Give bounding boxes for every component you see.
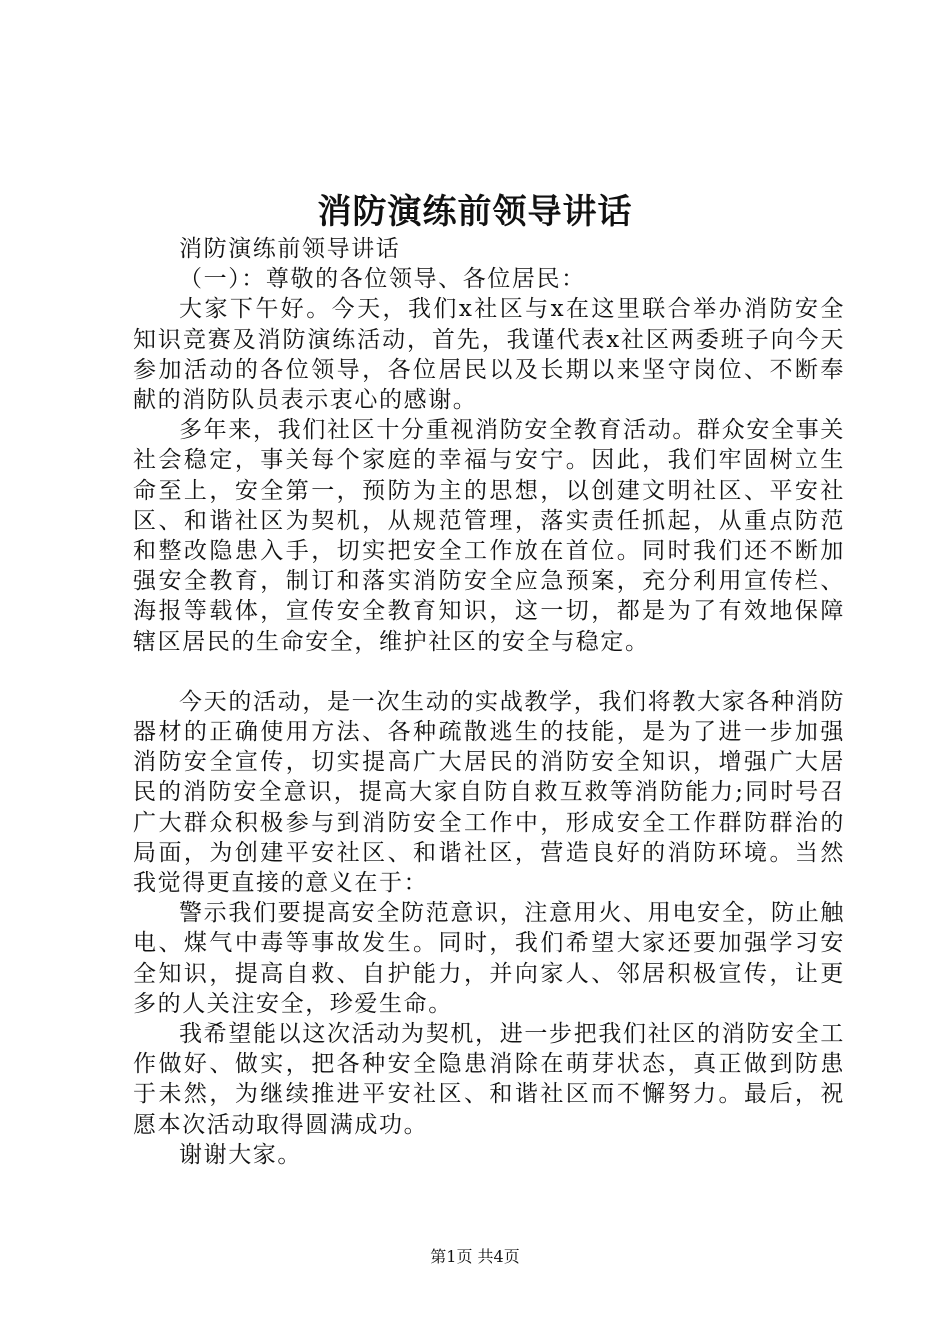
paragraph-warning: 警示我们要提高安全防范意识，注意用火、用电安全，防止触电、煤气中毒等事故发生。同时，我们希望大家还要加强学习安全知识，提高自救、自护能力，并向家人、邻居积极宣传，让更多的人关注安全，珍爱生命。: [133, 900, 845, 1017]
paragraph-greeting: 大家下午好。今天，我们x社区与x在这里联合举办消防安全知识竞赛及消防演练活动，首先，我谨代表x社区两委班子向今天参加活动的各位领导，各位居民以及长期以来坚守岗位、不断奉献的消防队员表示衷心的感谢。: [133, 296, 845, 414]
paragraph-hope: 我希望能以这次活动为契机，进一步把我们社区的消防安全工作做好、做实，把各种安全隐患消除在萌芽状态，真正做到防患于未然，为继续推进平安社区、和谐社区而不懈努力。最后，祝愿本次活动取得圆满成功。: [133, 1021, 845, 1138]
paragraph-subtitle: 消防演练前领导讲话: [179, 236, 401, 262]
paragraph-activity-purpose: 今天的活动，是一次生动的实战教学，我们将教大家各种消防器材的正确使用方法、各种疏散逃生的技能，是为了进一步加强消防安全宣传，切实提高广大居民的消防安全知识，增强广大居民的消防安全意识，提高大家自防自救互救等消防能力;同时号召广大群众积极参与到消防安全工作中，形成安全工作群防群治的局面，为创建平安社区、和谐社区，营造良好的消防环境。当然我觉得更直接的意义在于：: [133, 688, 845, 897]
paragraph-salutation: （一）：尊敬的各位领导、各位居民：: [179, 266, 586, 293]
page-number-footer: 第1页 共4页: [430, 1247, 520, 1266]
document-title: 消防演练前领导讲话: [317, 192, 633, 232]
document-body: [133, 234, 845, 1170]
paragraph-background: 多年来，我们社区十分重视消防安全教育活动。群众安全事关社会稳定，事关每个家庭的幸福与安宁。因此，我们牢固树立生命至上，安全第一，预防为主的思想，以创建文明社区、平安社区、和谐社区为契机，从规范管理，落实责任抓起，从重点防范和整改隐患入手，切实把安全工作放在首位。同时我们还不断加强安全教育，制订和落实消防安全应急预案，充分利用宣传栏、海报等载体，宣传安全教育知识，这一切，都是为了有效地保障辖区居民的生命安全，维护社区的安全与稳定。: [133, 417, 845, 655]
paragraph-thanks: 谢谢大家。: [179, 1141, 302, 1168]
